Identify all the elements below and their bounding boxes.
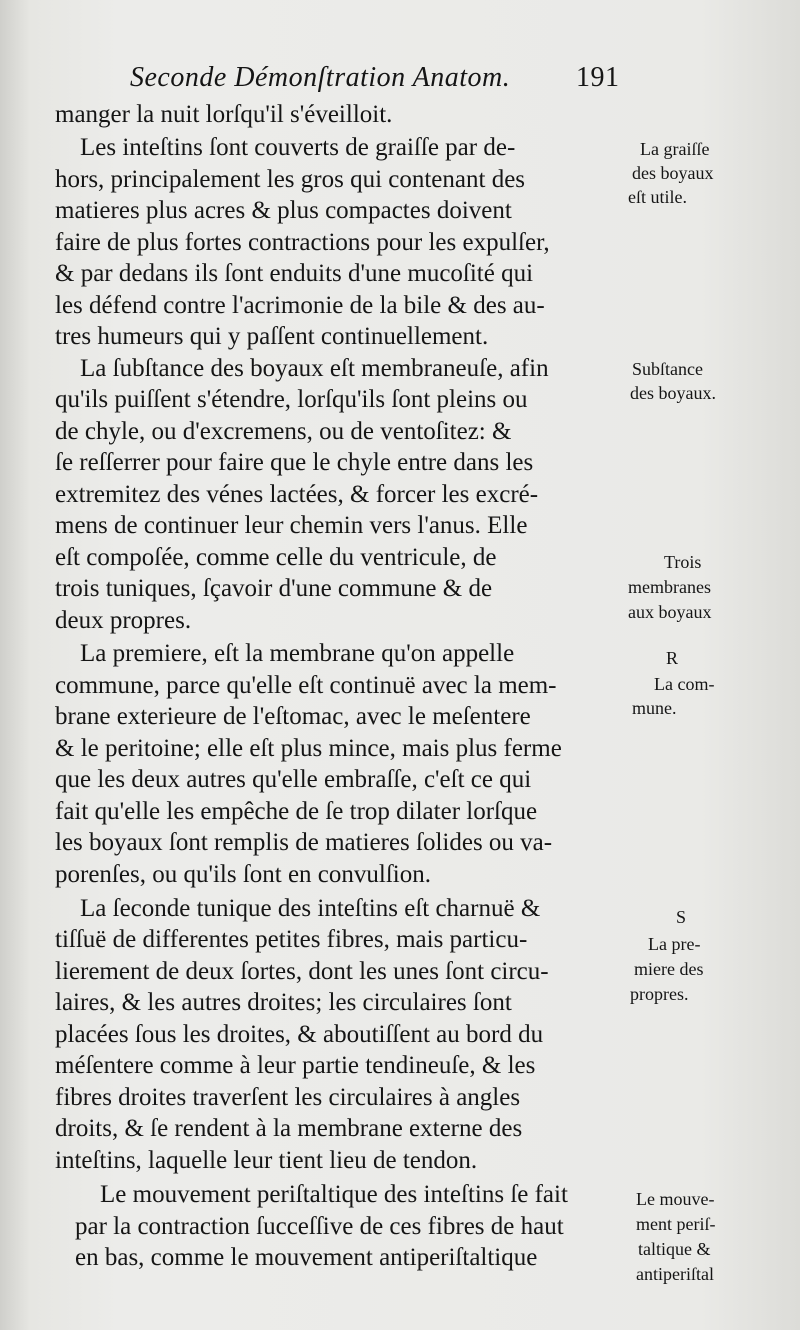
text-line: porenſes, ou qu'ils ſont en convulſion. [55, 861, 431, 888]
text-line: deux propres. [55, 607, 192, 634]
text-line: que les deux autres qu'elle embraſſe, c'eſt ce qui [55, 766, 532, 793]
margin-note: taltique & [638, 1239, 711, 1259]
margin-note: eſt utile. [628, 187, 687, 207]
text-line: extremitez des vénes lactées, & forcer les excré- [55, 481, 539, 508]
margin-note: La graiſſe [640, 139, 710, 159]
text-line: & le peritoine; elle eſt plus mince, mais plus ferme [55, 735, 562, 762]
text-line: Le mouvement periſtaltique des inteſtins ſe fait [100, 1181, 568, 1208]
text-line: trois tuniques, ſçavoir d'une commune & de [55, 575, 493, 602]
text-line: tiſſuë de differentes petites fibres, mais particu- [55, 926, 528, 953]
text-line: qu'ils puiſſent s'étendre, lorſqu'ils ſont pleins ou [55, 386, 528, 413]
margin-note: La com- [654, 674, 715, 694]
text-line: La ſubſtance des boyaux eſt membraneuſe, afin [80, 355, 549, 382]
margin-note: aux boyaux [628, 602, 712, 622]
text-line: ſe reſſerrer pour faire que le chyle entre dans les [55, 449, 534, 476]
running-head-title: Seconde Démonſtration Anatom. [130, 62, 511, 93]
margin-note: Subſtance [632, 359, 703, 379]
margin-note: des boyaux [632, 163, 714, 183]
text-line: mens de continuer leur chemin vers l'anus. Elle [55, 512, 528, 539]
text-line: hors, principalement les gros qui contenant des [55, 166, 526, 193]
text-line: méſentere comme à leur partie tendineuſe, & les [55, 1052, 536, 1079]
margin-note: S [676, 907, 687, 927]
margin-note: propres. [630, 984, 689, 1004]
margin-note: des boyaux. [630, 383, 716, 403]
text-line: Les inteſtins ſont couverts de graiſſe par de- [80, 134, 516, 161]
text-line: par la contraction ſucceſſive de ces fibres de haut [75, 1213, 564, 1240]
text-line: brane exterieure de l'eſtomac, avec le meſentere [55, 703, 531, 730]
text-line: en bas, comme le mouvement antiperiſtaltique [75, 1244, 538, 1271]
margin-note: membranes [628, 577, 711, 597]
margin-note: miere des [634, 959, 704, 979]
text-line: tres humeurs qui y paſſent continuellement. [55, 323, 489, 350]
text-line: les boyaux ſont remplis de matieres ſolides ou va- [55, 829, 553, 856]
text-line: manger la nuit lorſqu'il s'éveilloit. [55, 101, 393, 128]
margin-note: ment periſ- [636, 1214, 716, 1234]
text-line: La ſeconde tunique des inteſtins eſt charnuë & [80, 895, 541, 922]
text-line: droits, & ſe rendent à la membrane externe des [55, 1115, 523, 1142]
text-line: lierement de deux ſortes, dont les unes ſont circu- [55, 958, 549, 985]
text-line: matieres plus acres & plus compactes doivent [55, 197, 512, 224]
text-line: les défend contre l'acrimonie de la bile & des au- [55, 292, 545, 319]
margin-note: Le mouve- [636, 1189, 715, 1209]
margin-note: antiperiſtal [636, 1264, 714, 1284]
text-line: & par dedans ils ſont enduits d'une mucoſité qui [55, 260, 534, 287]
margin-note: mune. [632, 698, 677, 718]
page-number: 191 [576, 62, 620, 93]
margin-note: R [666, 648, 679, 668]
text-line: fait qu'elle les empêche de ſe trop dilater lorſque [55, 798, 538, 825]
text-line: faire de plus fortes contractions pour les expulſer, [55, 229, 550, 256]
text-line: La premiere, eſt la membrane qu'on appelle [80, 640, 515, 667]
text-line: placées ſous les droites, & aboutiſſent au bord du [55, 1021, 544, 1048]
text-line: fibres droites traverſent les circulaires à angles [55, 1084, 521, 1111]
text-line: de chyle, ou d'excremens, ou de ventoſitez: & [55, 418, 512, 445]
text-line: laires, & les autres droites; les circulaires ſont [55, 989, 512, 1016]
text-line: commune, parce qu'elle eſt continuë avec la mem- [55, 672, 557, 699]
text-line: eſt compoſée, comme celle du ventricule, de [55, 544, 497, 571]
text-line: inteſtins, laquelle leur tient lieu de tendon. [55, 1147, 478, 1174]
margin-note: La pre- [648, 934, 701, 954]
running-head [130, 62, 630, 102]
margin-note: Trois [664, 552, 702, 572]
